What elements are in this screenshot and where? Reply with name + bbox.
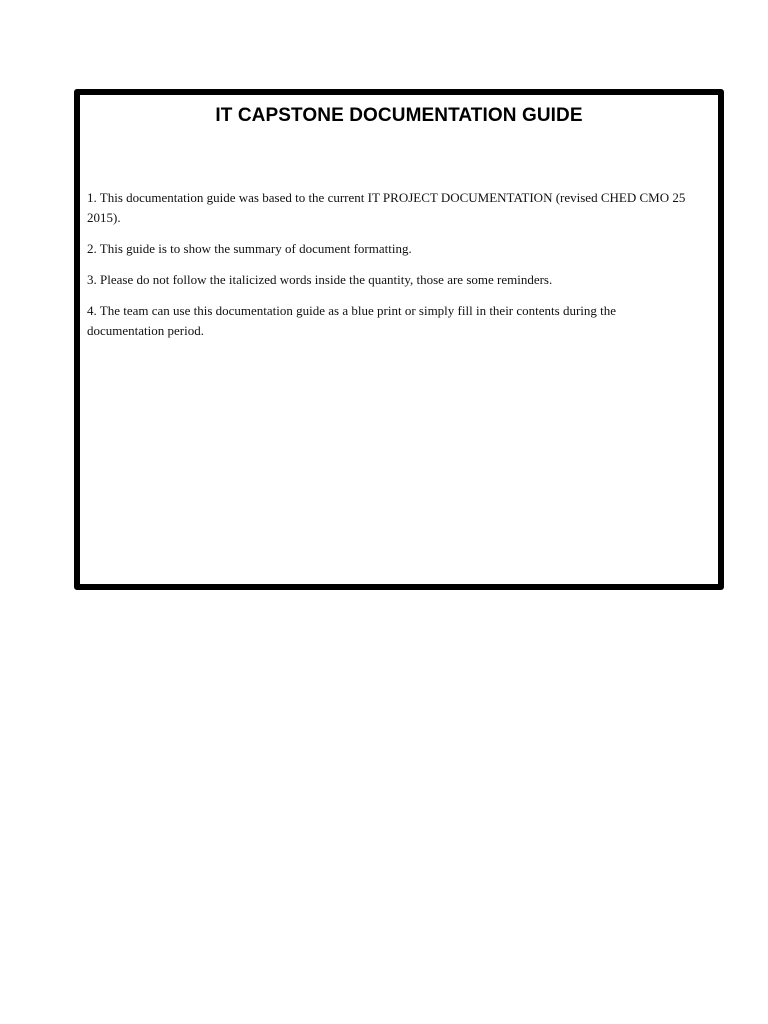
page-title: IT CAPSTONE DOCUMENTATION GUIDE <box>215 105 583 126</box>
guide-instruction-item: 1. This documentation guide was based to the current IT PROJECT DOCUMENTATION (revised CHED CMO 25 2015). <box>87 190 686 225</box>
guide-instruction-item: 3. Please do not follow the italicized words inside the quantity, those are some reminders. <box>87 272 553 287</box>
guide-instruction-item: 4. The team can use this documentation guide as a blue print or simply fill in their contents during the documentation period. <box>87 303 617 338</box>
documentation-guide-box <box>74 89 724 590</box>
guide-instruction-item: 2. This guide is to show the summary of document formatting. <box>87 241 412 256</box>
guide-instruction-list <box>87 188 690 352</box>
